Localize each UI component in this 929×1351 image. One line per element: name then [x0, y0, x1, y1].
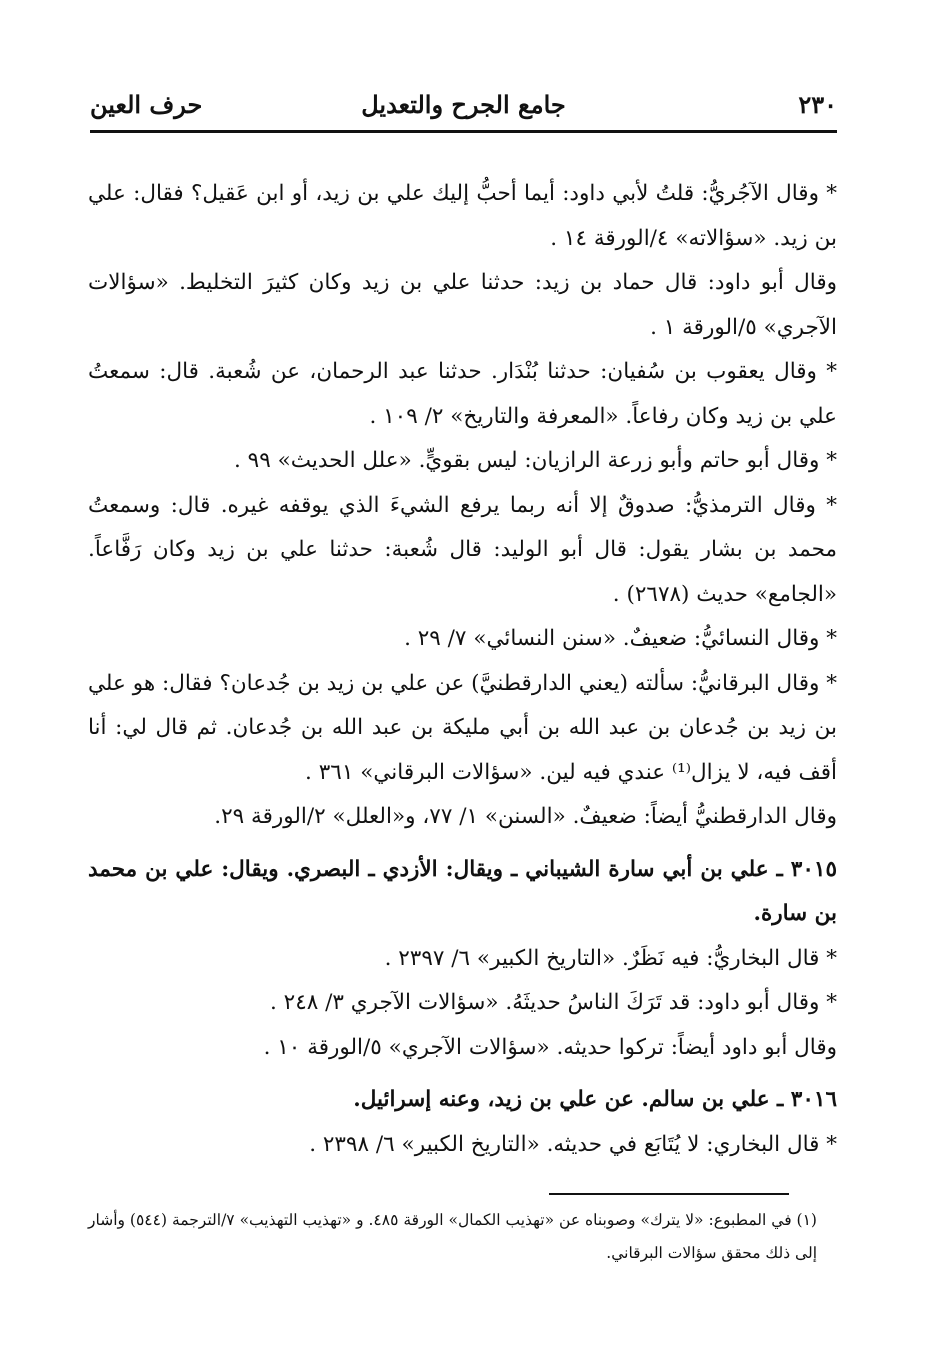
- paragraph: * وقال البرقانيُّ: سألته (يعني الدارقطنيَّ) عن علي بن زيد بن جُدعان؟ فقال: هو علي بن زيد بن جُدعان بن عبد الله بن أبي مليكة بن عبد الله بن جُدعان. ثم قال لي: أنا أقف فيه، لا يزال⁽¹⁾ عندي فيه لين. «سؤالات البرقاني» ٣٦١ .: [88, 670, 837, 785]
- paragraph: * وقال النسائيُّ: ضعيفٌ. «سنن النسائي» ٧/ ٢٩ .: [404, 626, 837, 651]
- entry-title-3015: ٣٠١٥ ـ علي بن أبي سارة الشيباني ـ ويقال: الأزدي ـ البصري. ويقال: علي بن محمد بن سارة.: [88, 856, 837, 926]
- paragraph: * وقال يعقوب بن سُفيان: حدثنا بُنْدَار. حدثنا عبد الرحمان، عن شُعبة. قال: سمعتُ علي بن زيد وكان رفاعاً. «المعرفة والتاريخ» ٢/ ١٠٩ .: [88, 359, 837, 429]
- header-rule: [90, 130, 837, 133]
- paragraph: * وقال الآجُريُّ: قلتُ لأبي داود: أيما أحبُّ إليك علي بن زيد، أو ابن عَقيل؟ فقال: علي بن زيد. «سؤالاته» ٤/الورقة ١٤ .: [88, 181, 837, 251]
- section-title: حرف العين: [90, 90, 203, 119]
- paragraph: وقال الدارقطنيُّ أيضاً: ضعيفٌ. «السنن» ١/ ٧٧، و«العلل» ٢/الورقة ٢٩.: [214, 804, 837, 829]
- entry-line: * وقال أبو داود: قد تَرَكَ الناسُ حديثَهُ. «سؤالات الآجري ٣/ ٢٤٨ .: [269, 990, 837, 1015]
- paragraph: * وقال أبو حاتم وأبو زرعة الرازيان: ليس بقويٍّ. «علل الحديث» ٩٩ .: [233, 448, 837, 473]
- entry-title-3016: ٣٠١٦ ـ علي بن سالم. عن علي بن زيد، وعنه إسرائيل.: [353, 1087, 837, 1112]
- paragraph: * وقال الترمذيُّ: صدوقٌ إلا أنه ربما يرفع الشيءَ الذي يوقفه غيره. قال: وسمعتُ محمد بن بشار يقول: قال أبو الوليد: قال شُعبة: حدثنا علي بن زيد وكان رَفَّاعاً. «الجامع» حديث (٢٦٧٨) .: [88, 492, 837, 607]
- page-number: ٢٣٠: [798, 90, 837, 119]
- entry-line: * قال البخاري: لا يُتَابَع في حديثه. «التاريخ الكبير» ٦/ ٢٣٩٨ .: [309, 1131, 837, 1157]
- footnote: (١) في المطبوع: «لا يترك» وصوبناه عن «تهذيب الكمال» الورقة ٤٨٥. و «تهذيب التهذيب» ٧/الترجمة (٥٤٤) وأشار إلى ذلك محقق سؤالات البرقاني.: [88, 1211, 817, 1262]
- footnote-rule: [549, 1193, 789, 1195]
- main-text: [88, 172, 837, 1167]
- paragraph: وقال أبو داود: قال حماد بن زيد: حدثنا علي بن زيد وكان كثيرَ التخليط. «سؤالات الآجري» ٥/الورقة ١ .: [88, 270, 837, 340]
- entry-line: وقال أبو داود أيضاً: تركوا حديثه. «سؤالات الآجري» ٥/الورقة ١٠ .: [263, 1034, 837, 1060]
- book-title: جامع الجرح والتعديل: [361, 90, 566, 119]
- page-header: [90, 90, 837, 130]
- entry-line: * قال البخاريُّ: فيه نَظَرٌ. «التاريخ الكبير» ٦/ ٢٣٩٧ .: [384, 945, 837, 971]
- footnotes: [88, 1204, 817, 1270]
